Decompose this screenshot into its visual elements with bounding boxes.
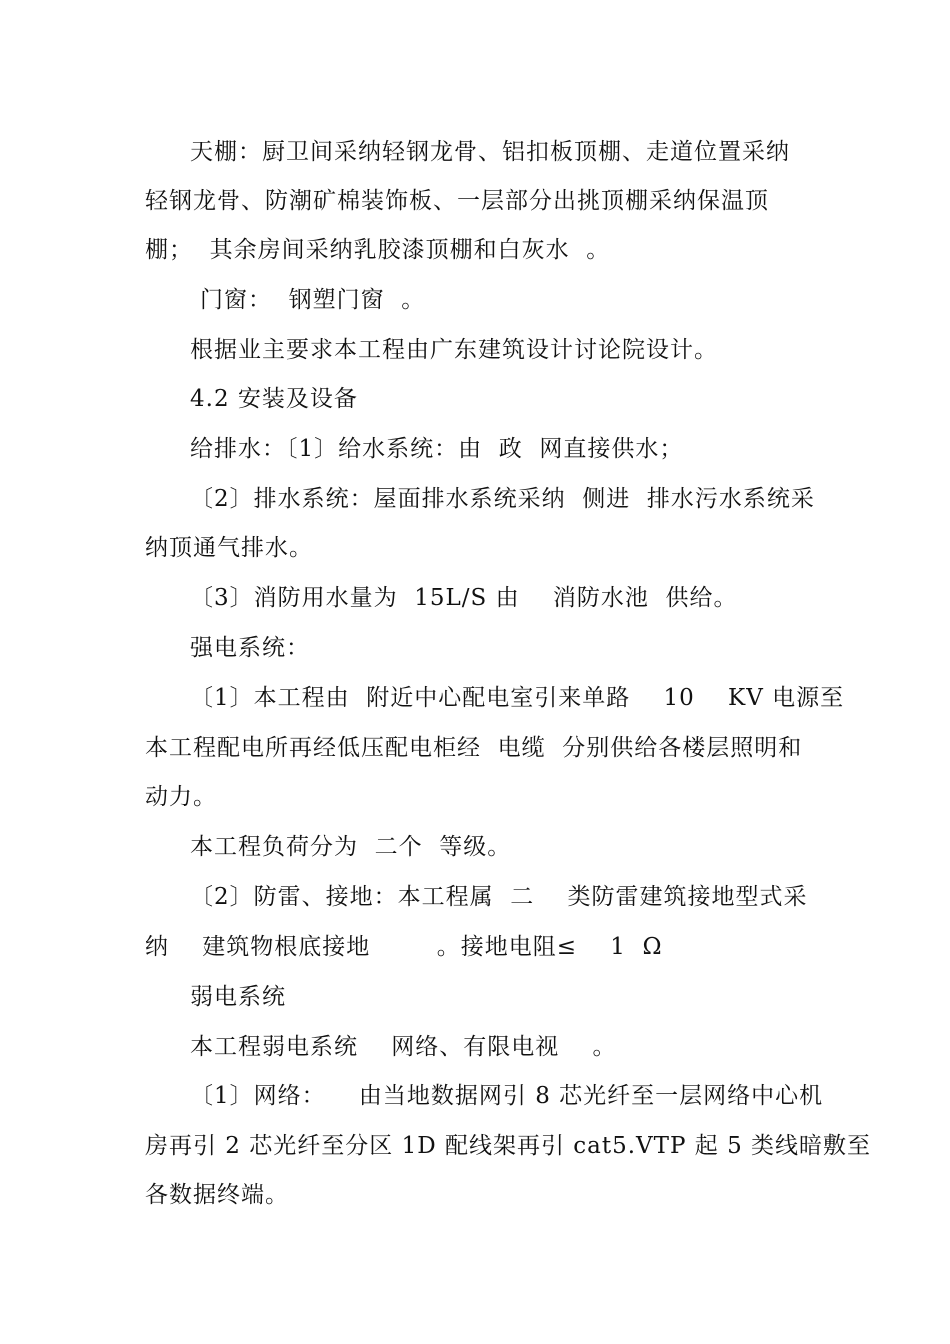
paragraph-ceiling-line-3: 棚； 其余房间采纳乳胶漆顶棚和白灰水 。 bbox=[145, 237, 611, 263]
paragraph-weak-electric-systems: 本工程弱电系统 网络、有限电视 。 bbox=[190, 1034, 617, 1060]
paragraph-water-supply: 给排水：〔1〕给水系统：由 政 网直接供水； bbox=[190, 436, 684, 462]
section-heading-installation: 4.2 安装及设备 bbox=[190, 386, 358, 412]
heading-weak-electric: 弱电系统 bbox=[190, 984, 286, 1010]
paragraph-design-institute: 根据业主要求本工程由广东建筑设计讨论院设计。 bbox=[190, 337, 718, 363]
paragraph-network-line-2: 房再引 2 芯光纤至分区 1D 配线架再引 cat5.VTP 起 5 类线暗敷至 bbox=[145, 1133, 872, 1159]
paragraph-power-line-3: 动力。 bbox=[145, 784, 217, 810]
paragraph-ceiling-line-2: 轻钢龙骨、防潮矿棉装饰板、一层部分出挑顶棚采纳保温顶 bbox=[145, 188, 769, 214]
heading-strong-electric: 强电系统： bbox=[190, 635, 310, 661]
paragraph-ceiling-line-1: 天棚：厨卫间采纳轻钢龙骨、铝扣板顶棚、走道位置采纳 bbox=[190, 139, 790, 165]
paragraph-network-line-1: 〔1〕网络： 由当地数据网引 8 芯光纤至一层网络中心机 bbox=[190, 1083, 824, 1109]
paragraph-load-level: 本工程负荷分为 二个 等级。 bbox=[190, 834, 512, 860]
paragraph-power-line-2: 本工程配电所再经低压配电柜经 电缆 分别供给各楼层照明和 bbox=[145, 735, 803, 761]
paragraph-power-line-1: 〔1〕本工程由 附近中心配电室引来单路 10 KV 电源至 bbox=[190, 685, 845, 711]
paragraph-drainage-line-2: 纳顶通气排水。 bbox=[145, 535, 313, 561]
paragraph-network-line-3: 各数据终端。 bbox=[145, 1182, 289, 1208]
paragraph-lightning-line-1: 〔2〕防雷、接地：本工程属 二 类防雷建筑接地型式采 bbox=[190, 884, 808, 910]
paragraph-doors-windows: 门窗： 钢塑门窗 。 bbox=[200, 287, 426, 313]
paragraph-drainage-line-1: 〔2〕排水系统：屋面排水系统采纳 侧进 排水污水系统采 bbox=[190, 486, 815, 512]
paragraph-lightning-line-2: 纳 建筑物根底接地 。接地电阻≤ 1 Ω bbox=[145, 934, 663, 960]
paragraph-fire-water: 〔3〕消防用水量为 15L/S 由 消防水池 供给。 bbox=[190, 585, 738, 611]
